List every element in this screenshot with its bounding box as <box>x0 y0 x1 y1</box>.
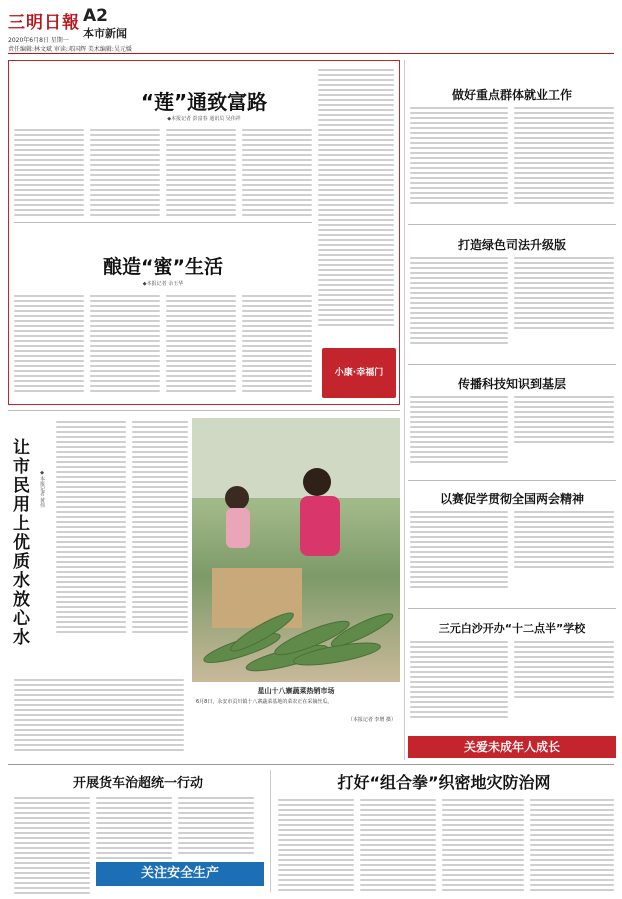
article-title-shuizhi: 让市民用上优质水放心水 <box>9 438 29 647</box>
text-column <box>278 796 354 894</box>
article-title-jiuye: 做好重点群体就业工作 <box>451 88 572 102</box>
photo-illustration <box>192 418 400 682</box>
article-title-lian: “莲”通致富路 <box>140 90 268 114</box>
divider <box>8 764 614 765</box>
text-column <box>360 796 436 894</box>
text-column <box>318 66 394 329</box>
article-title-keji: 传播科技知识到基层 <box>457 377 566 391</box>
column-divider <box>404 60 405 760</box>
divider <box>408 224 616 225</box>
article-byline-lian: ◆本报记者 彭富春 通讯员 吴伟祥 <box>167 116 241 122</box>
text-column <box>514 254 614 332</box>
editors-line: 责任编辑:林文斌 审读:邓国辉 美术编辑:吴元媛 <box>8 46 132 53</box>
issue-date: 2020年6月8日 星期一 <box>8 37 69 44</box>
text-column <box>530 796 614 894</box>
text-column <box>56 418 126 636</box>
text-column <box>410 393 508 466</box>
masthead-name: 三明日報 <box>8 13 80 33</box>
section-title: 本市新闻 <box>83 27 127 40</box>
xiaokang-badge <box>322 348 396 398</box>
text-column <box>14 126 84 219</box>
anquan-banner <box>96 862 264 886</box>
text-column <box>166 126 236 219</box>
text-column <box>14 794 90 897</box>
column-divider <box>270 770 271 892</box>
text-column <box>514 638 614 701</box>
divider <box>408 480 616 481</box>
text-column <box>14 292 84 395</box>
divider <box>408 364 616 365</box>
article-byline-shuizhi: ◆本报记者 黄伟 <box>39 470 45 508</box>
text-column <box>90 292 160 395</box>
masthead-rule <box>8 53 614 54</box>
article-title-cujin: 以赛促学贯彻全国两会精神 <box>439 492 584 506</box>
guanai-banner-text: 关爱未成年人成长 <box>463 740 560 754</box>
text-column <box>514 393 614 446</box>
article-title-huoche: 开展货车治超统一行动 <box>72 776 203 791</box>
text-column <box>166 292 236 395</box>
text-column <box>410 104 508 207</box>
text-column <box>90 126 160 219</box>
divider <box>8 410 400 411</box>
news-photo <box>192 418 400 682</box>
article-byline-mi: ◆本报记者 余玉华 <box>142 281 184 287</box>
text-column <box>410 254 508 347</box>
page-number: A2 <box>83 6 108 26</box>
article-title-lvse: 打造绿色司法升级版 <box>457 238 566 252</box>
text-column <box>178 794 254 857</box>
photo-credit: （本报记者 李增 摄） <box>347 717 396 723</box>
text-column <box>514 104 614 207</box>
text-column <box>14 676 184 754</box>
divider <box>408 608 616 609</box>
article-title-shisanwu: 三元白沙开办“十二点半”学校 <box>438 622 586 635</box>
text-column <box>132 418 188 636</box>
text-column <box>410 638 508 721</box>
article-title-mi: 酿造“蜜”生活 <box>103 256 223 278</box>
article-title-zuhequan: 打好“组合拳”织密地灾防治网 <box>337 773 551 792</box>
text-column <box>242 292 312 395</box>
divider <box>14 222 312 223</box>
text-column <box>442 796 524 894</box>
text-column <box>514 508 614 571</box>
guanai-banner <box>408 736 616 758</box>
text-column <box>410 508 508 591</box>
xiaokang-badge-text: 小康·幸福门 <box>334 368 384 378</box>
text-column <box>242 126 312 219</box>
anquan-banner-text: 关注安全生产 <box>140 866 219 881</box>
photo-caption: 星山十八寨蔬菜热销市场 <box>257 687 335 695</box>
text-column <box>96 794 172 872</box>
photo-caption-body: 6月8日，永安市贡川镇十八寨蔬菜基地的菜农正在采摘丝瓜。 <box>196 699 333 705</box>
